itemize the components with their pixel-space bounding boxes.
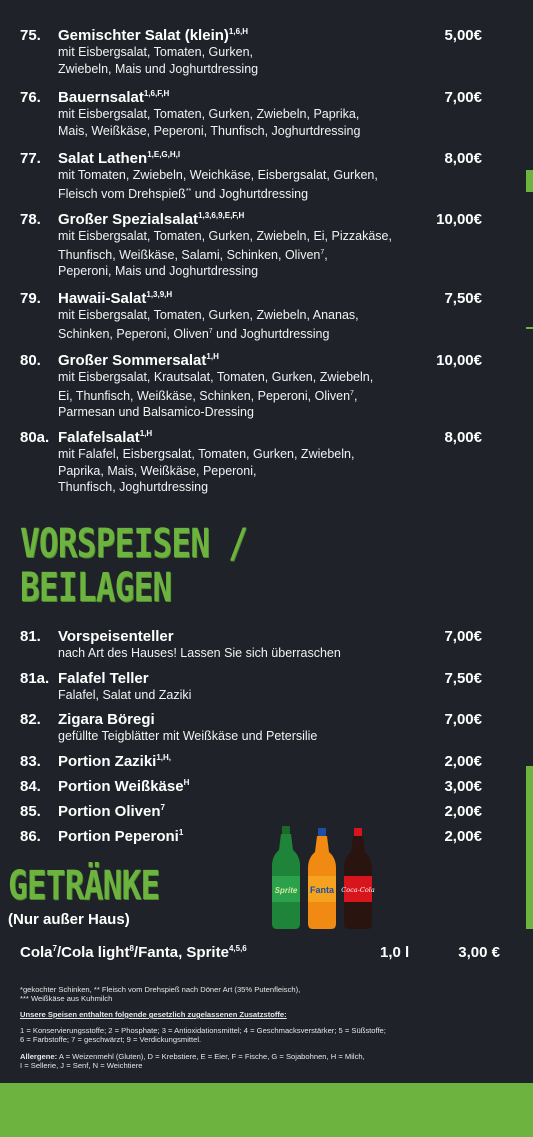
accent-strip: [526, 766, 533, 929]
item-description: mit Tomaten, Zwiebeln, Weichkäse, Eisbergsalat, Gurken,: [58, 168, 378, 182]
drink-row: [20, 944, 500, 961]
item-number: 81a.: [20, 670, 50, 687]
drink-price: 3,00 €: [458, 944, 500, 961]
item-description: Zwiebeln, Mais und Joghurtdressing: [58, 61, 259, 76]
item-number: 80a.: [20, 429, 50, 446]
drink-name: Cola$^7$/Cola light$^8$/Fanta, Sprite$^{4,5,6}$: [20, 944, 247, 961]
allergens-line: A = Weizenmehl (Gluten), D = Krebstiere, E = Eier, F = Fische, G = Sojabohnen, H = Milch,: [58, 1052, 365, 1061]
item-price: 7,00€: [444, 628, 482, 645]
item-description: Ei, Thunfisch, Weißkäse, Schinken, Peperoni, Oliven$^7$,: [58, 388, 358, 403]
item-name: Hawaii-Salat$^{1,3,9,H}$: [58, 290, 173, 307]
starters-heading-line: BEILAGEN: [20, 565, 172, 611]
item-price: 2,00€: [444, 828, 482, 845]
item-name: Großer Spezialsalat$^{1,3,6,9,E,F,H}$: [58, 211, 245, 228]
menu-item: [20, 628, 482, 662]
item-name: Großer Sommersalat$^{1,H}$: [58, 352, 219, 369]
menu-item: [20, 828, 482, 845]
item-description: mit Falafel, Eisbergsalat, Tomaten, Gurken, Zwiebeln,: [58, 447, 355, 461]
item-description: Schinken, Peperoni, Oliven$^7$ und Joghurtdressing: [58, 326, 330, 341]
menu-item: [20, 778, 482, 795]
menu-item: [20, 27, 482, 77]
menu-item: [20, 352, 482, 421]
item-number: 79.: [20, 290, 41, 307]
item-description: Thunfisch, Joghurtdressing: [58, 480, 209, 494]
allergens-line: I = Sellerie, J = Senf, N = Weichtiere: [20, 1061, 143, 1071]
item-description: Fleisch vom Drehspieß** und Joghurtdressing: [58, 186, 309, 201]
menu-item: [20, 89, 482, 139]
item-description: mit Eisbergsalat, Tomaten, Gurken,: [58, 45, 253, 59]
sprite-bottle: [272, 826, 300, 929]
additives-line: 6 = Farbstoffe; 7 = geschwärzt; 9 = Verdickungsmittel.: [20, 1035, 202, 1045]
item-number: 86.: [20, 828, 41, 845]
item-price: 8,00€: [444, 150, 482, 167]
item-name: Portion Zaziki$^{1,H,}$: [58, 753, 172, 770]
allergens-title: Allergene:: [20, 1052, 58, 1061]
menu-item: [20, 753, 482, 770]
item-description: Falafel, Salat und Zaziki: [58, 688, 192, 702]
bottom-accent-bar: [0, 1083, 533, 1137]
cola-label: Coca-Cola: [341, 886, 375, 894]
item-number: 81.: [20, 628, 41, 645]
item-description: Peperoni, Mais und Joghurtdressing: [58, 264, 259, 279]
accent-strip: [526, 327, 533, 329]
item-description: mit Eisbergsalat, Krautsalat, Tomaten, Gurken, Zwiebeln,: [58, 370, 374, 384]
sprite-label: Sprite: [274, 886, 298, 895]
item-description: mit Eisbergsalat, Tomaten, Gurken, Zwiebeln, Paprika,: [58, 107, 360, 121]
item-number: 77.: [20, 150, 41, 167]
menu-item: [20, 711, 482, 745]
menu-item: [20, 150, 482, 202]
item-price: 7,50€: [444, 290, 482, 307]
item-number: 76.: [20, 89, 41, 106]
item-price: 8,00€: [444, 429, 482, 446]
menu-item: [20, 803, 482, 820]
item-price: 5,00€: [444, 27, 482, 44]
item-price: 3,00€: [444, 778, 482, 795]
allergens-block: [20, 1052, 490, 1071]
drinks-heading: GETRÄNKE: [8, 863, 160, 909]
footnote-ham: [20, 985, 490, 1004]
cola-bottle: [341, 828, 375, 929]
item-name: Vorspeisenteller: [58, 628, 174, 645]
additives-title: Unsere Speisen enthalten folgende gesetzlich zugelassenen Zusatzstoffe:: [20, 1010, 287, 1019]
item-name: Portion Oliven$^7$: [58, 803, 165, 820]
item-number: 83.: [20, 753, 41, 770]
item-description: Mais, Weißkäse, Peperoni, Thunfisch, Joghurtdressing: [58, 123, 361, 138]
item-description: nach Art des Hauses! Lassen Sie sich überraschen: [58, 646, 341, 660]
additives-block: [20, 1010, 490, 1019]
item-number: 85.: [20, 803, 41, 820]
item-name: Gemischter Salat (klein)$^{1,6,H}$: [58, 27, 249, 44]
item-description: mit Eisbergsalat, Tomaten, Gurken, Zwiebeln, Ananas,: [58, 308, 359, 322]
item-price: 10,00€: [436, 211, 482, 228]
item-description: Paprika, Mais, Weißkäse, Peperoni,: [58, 463, 257, 478]
item-name: Portion Weißkäse$^H$: [58, 778, 190, 795]
item-name: Falafelsalat$^{1,H}$: [58, 429, 153, 446]
drinks-note: (Nur außer Haus): [8, 911, 130, 928]
item-price: 10,00€: [436, 352, 482, 369]
starters-heading: [20, 522, 247, 610]
item-number: 78.: [20, 211, 41, 228]
additives-list: [20, 1026, 490, 1045]
item-description: Parmesan und Balsamico-Dressing: [58, 405, 254, 420]
item-price: 2,00€: [444, 753, 482, 770]
item-number: 84.: [20, 778, 41, 795]
item-name: Portion Peperoni$^1$: [58, 828, 184, 845]
footnote-line: *** Weißkäse aus Kuhmilch: [20, 994, 113, 1004]
additives-line: 1 = Konservierungsstoffe; 2 = Phosphate; 3 = Antioxidationsmittel; 4 = Geschmacksverstärker; 5 = Süßstoffe;: [20, 1026, 386, 1035]
fanta-bottle: [308, 828, 336, 929]
drink-volume: 1,0 l: [380, 944, 410, 961]
starters-heading-line: VORSPEISEN /: [20, 521, 248, 567]
menu-item: [20, 211, 482, 280]
item-price: 7,50€: [444, 670, 482, 687]
item-number: 82.: [20, 711, 41, 728]
accent-strip: [526, 170, 533, 192]
menu-item: [20, 670, 482, 704]
item-price: 7,00€: [444, 711, 482, 728]
item-description: Thunfisch, Weißkäse, Salami, Schinken, Oliven$^7$,: [58, 247, 328, 262]
item-price: 7,00€: [444, 89, 482, 106]
menu-item: [20, 290, 482, 342]
fanta-label: Fanta: [309, 885, 335, 895]
item-name: Zigara Böregi: [58, 711, 155, 728]
footnote-line: *gekochter Schinken, ** Fleisch vom Drehspieß nach Döner Art (35% Putenfleisch),: [20, 985, 301, 994]
bottles-image: [268, 826, 388, 931]
item-description: gefüllte Teigblätter mit Weißkäse und Petersilie: [58, 729, 318, 743]
item-number: 75.: [20, 27, 41, 44]
item-name: Salat Lathen$^{1,E,G,H,I}$: [58, 150, 181, 167]
item-number: 80.: [20, 352, 41, 369]
item-name: Bauernsalat$^{1,6,F,H}$: [58, 89, 170, 106]
item-price: 2,00€: [444, 803, 482, 820]
menu-item: [20, 429, 482, 496]
item-name: Falafel Teller: [58, 670, 149, 687]
item-description: mit Eisbergsalat, Tomaten, Gurken, Zwiebeln, Ei, Pizzakäse,: [58, 229, 392, 243]
